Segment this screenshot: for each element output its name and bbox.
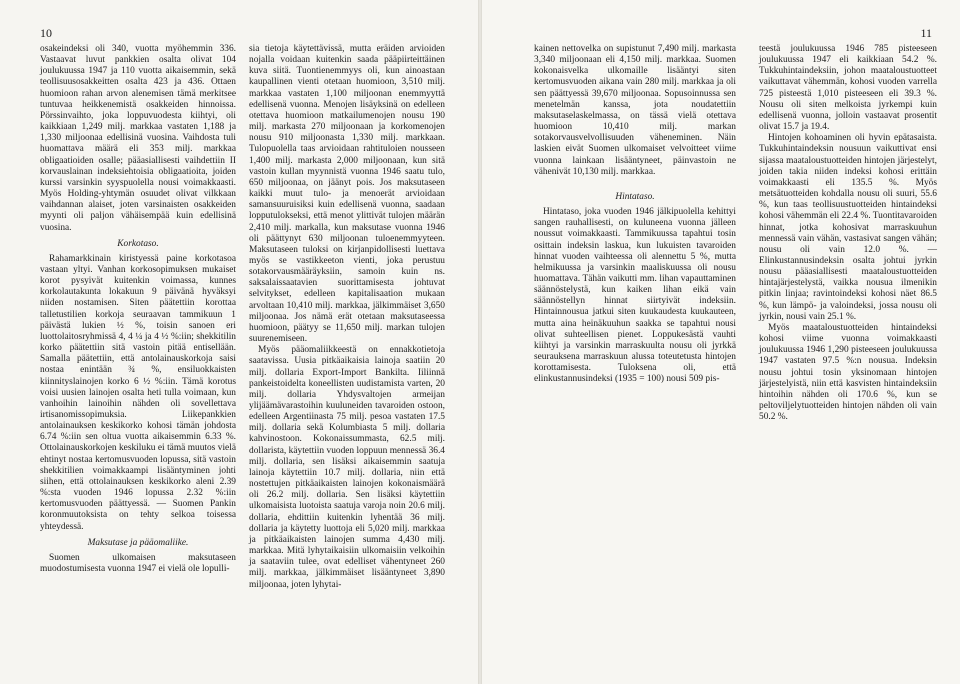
left-page (0, 0, 478, 684)
heading-korkotaso: Korkotaso. (117, 238, 159, 249)
column-1 (40, 44, 236, 575)
paragraph-stock-index: osakeindeksi oli 340, vuotta myöhemmin 336. Vastaavat luvut pankkien osalta olivat 104 joulukuussa 1947 ja 110 vuotta aikaisemmin, sekä teollisuusosakkeitten osalta 423 ja 436. Ottaen huomioon rahan arvon alenemisen tämä merkitsee tuntuvaa heikkenemistä osakkeiden hinnoissa. Pörssinvaihto, joka loppuvuodesta kiihtyi, oli kaikkiaan 1,249 milj. markkaa vastaten 1,188 ja 1,330 miljoonaa edellisinä vuosina. Vaihdosta tuli huomattava määrä eli 353 milj. markkaa obligaatioiden osalle; pääasiallisesti vaihdettiin II korvauslainan indeksiehtoisia obligaatioita, joiden kurssi varsinkin syyspuolella nousi voimakkaasti. Myös Holding-yhtymän osuudet olivat vilkkaan vaihdannan alaiset, joten varsinaisten osakkeiden myynti oli paljon vähäisempää kuin edellisinä vuosina. (40, 44, 236, 233)
paragraph-net-debt: kainen nettovelka on supistunut 7,490 milj. markasta 3,340 miljoonaan eli 4,150 milj. markkaa. Suomen kokonaisvelka ulkomaille lisääntyi siten kertomusvuoden aikana vain 280 milj. markkaa ja oli sen päättyessä 39,670 miljoonaa. Sopusoinnussa sen menetelmän kanssa, jota noudatettiin maksutaselaskelmassa, on tässä vielä otettava huomioon 10,410 milj. markan sotakorvausvelvollisuuden väheneminen. Näin laskien eivät Suomen ulkomaiset velvoitteet viime vuonna lainkaan lisääntyneet, päinvastoin ne vähenivät 10,130 milj. markkaa. (534, 44, 736, 177)
page-number-right: 11 (920, 26, 932, 40)
paragraph-balance-of-payments: sia tietoja käytettävissä, mutta eräiden arvioiden nojalla voidaan kuitenkin saada pääpiirteittäinen kuva siitä. Tuontienemmyys oli, kun ainoastaan kaupallinen vienti otetaan huomioon, 3,510 milj. markkaa vastaten 1,100 miljoonan enemmyyttä edellisenä vuonna. Menojen lisäyksinä on edelleen otettava huomioon matkailumenojen nousu 190 milj. markasta 270 miljoonaan ja korkomenojen nousu 910 miljoonasta 1,330 milj. markkaan. Tulopuolella taas arvioidaan rahtituloien nousseen 1,400 milj. markasta 2,000 miljoonaan, kun sitä vastoin kullan myynnistä vuonna 1946 saatu tulo, 650 miljoonaa, on jäänyt pois. Jos maksutaseen kaikki muut tulo- ja menoerät arvioidaan samansuuruisiksi kuin edellisenä vuonna, saadaan lopputulokseksi, että menot ylittivät tulojen määrän 2,410 milj. markalla, kun maksutase vuonna 1946 oli päättynyt 630 miljoonan tuloenemmyyteen. Maksutaseen tuloksi on kirjanpidollisesti luettava myös se vastikkeeton vienti, joka perustuu sotakorvausmääräyksiin, samoin kuin ns. saksalaissaatavien suorittamisesta johtuvat selvitykset, edelleen kapitalisaation mukaan arvoltaan 10,410 milj. markkaa, jälkimmäiset 3,650 miljoonaa. Jos nämä erät otetaan maksutaseessa huomioon, päätyy se 11,650 milj. markan tulojen suurenemiseen. (249, 44, 445, 345)
paragraph-uneven-prices: Hintojen kohoaminen oli hyvin epätasaista. Tukkuhintaindeksin nousuun vaikuttivat ensi sijassa maataloustuotteiden hintojen järjestelyt, joiden takia niiden indeksi kohosi erittäin voimakkaasti eli 135.5 %. Myös metsätuotteiden kohdalla nousu oli suuri, 55.6 %, kun taas teollisuustuotteiden hintaindeksi kohosi vähemmän eli 22.4 %. Tuontitavaroiden hinnat, jotka kohosivat marraskuuhun mennessä vain vähän, vastasivat sangen vähän; nousu oli vain 12.0 %. — Elinkustannusindeksin osalta johtui jyrkin nousu pääasiallisesti maataloustuotteiden hintajärjestelystä, vaikka nousua ilmenikin pitkin linjaa; ravintoindeksi kohosi näet 86.5 %, kun lämpö- ja valoindeksi, jossa nousu oli jyrkin, nousi vain 25.1 %. (759, 133, 937, 322)
right-page (482, 0, 960, 684)
paragraph-agricultural-index: Myös maataloustuotteiden hintaindeksi kohosi viime vuonna voimakkaasti joulukuussa 1946 1,290 pisteeseen joulukuussa 1947 vastaten 97.5 %:n nousua. Indeksin nousu johtui tosin yksinomaan hintojen järjestelyistä, niin että kasvisten hintaindeksiin hintoihin nähden oli 170.6 %, kun se peltoviljelytuotteiden hintojen nähden oli vain 50.2 %. (759, 322, 937, 423)
paragraph-price-level: Hintataso, joka vuoden 1946 jälkipuolella kehittyi sangen rauhallisesti, on kuluneena vuonna jälleen noussut voimakkaasti. Tammikuussa tapahtui tosin osittain indeksin laskua, kun lukuisten tavaroiden hinnat vuoden vaihteessa oli alennettu 5 %, mutta helmikuussa ja varsinkin maaliskuussa oli nousu huomattava. Tähän vaikutti mm. lihan vapauttaminen säännöstelystä, kun kaiken lihan eikä vain säännöstellyn hinnat siirtyivät indeksiin. Hintainnousua jatkui siten kuukaudesta kuukauteen, mutta aina heinäkuuhun saakka se tapahtui nousi olivat suhteellisen pienet. Loppukesästä vauhti kiihtyi ja varsinkin marraskuulta nousu oli jyrkkä seurauksena marraskuun alussa toteutetusta hintojen korottamisesta. Tuloksena oli, että elinkustannusindeksi (1935 = 100) nousi 509 pis- (534, 207, 736, 385)
paragraph-capital-movements: Myös pääomaliikkeestä on ennakkotietoja saatavissa. Uusia pitkäaikaisia lainoja saatiin 20 milj. dollaria Export-Import Bankilta. Iiliinnä pankeistoidelta koneellisten uudistamista varten, 20 milj. dollaria Yhdysvaltojen armeijan ylijäämävarastoihin kuuluneiden tavaroiden ostoon, edelleen Argentiinasta 75 milj. pesoa vastaten 17.5 milj. dollaria sekä Kolumbiasta 5 milj. dollaria kahvinostoon. Kokonaissummasta, 62.5 milj. dollarista, käytettiin vuoden loppuun mennessä 36.4 milj. dollaria, sen lisäksi aikaisemmin saatuja lainoja käytettiin 10.7 milj. dollaria, niin että nostettujen pitkäaikaisten lainojen kokonaismäärä oli 26.2 milj. dollaria. Sen lisäksi käytettiin ulkomaisista luotoista saatuja varoja noin 20.6 milj. dollaria, ehdittiin kuitenkin lyhentää 36 milj. dollaria ja käytetty luottoja eli 5,020 milj. markkaa ja pitkäaikaisten lainojen summa 4,430 milj. markkaa. Mitä lyhytaikaisiin ulkomaisiin velkoihin ja saataviin tulee, ovat edelliset vähentyneet 260 milj. markkaa, jälkimmäiset lisääntyneet 3,890 miljoonaa, joten lyhytai- (249, 345, 445, 590)
page-number-left: 10 (40, 26, 52, 40)
column-3 (534, 44, 736, 386)
paragraph-balance-intro: Suomen ulkomaisen maksutaseen muodostumisesta vuonna 1947 ei vielä ole lopulli- (40, 552, 236, 575)
column-4 (759, 44, 937, 423)
paragraph-index-points: teestä joulukuussa 1946 785 pisteeseen joulukuussa 1947 eli kaikkiaan 54.2 %. Tukkuhintaindeksiin, johon maataloustuotteet vaikuttavat vähemmän, kohosi vuoden varrella 725 pisteestä 1,010 pisteeseen eli 39.3 %. Nousu oli siten melkoista jyrkempi kuin edellisenä vuonna, jolloin vastaavat prosentit olivat 15.7 ja 19.4. (759, 44, 937, 133)
heading-hintataso: Hintataso. (615, 191, 655, 202)
column-2 (249, 44, 445, 591)
heading-maksutase: Maksutase ja pääomaliike. (87, 537, 189, 548)
paragraph-interest-rates: Rahamarkkinain kiristyessä paine korkotasoa vastaan yltyi. Vanhan korkosopimuksen mukaiset korot pysyivät kuitenkin voimassa, kunnes korkolautakunta lokakuun 9 päivänä hyväksyi niiden nostamisen. Siten päätettiin korottaa talletustilien korkoja seuraavan tammikuun 1 päivästä lukien ½ %, toisin sanoen eri luottolaitosryhmissä 4, 4 ¼ ja 4 ½ %:iin; shekkitilin korko päätettiin sitä vastoin pitää entisellään. Samalla päätettiin, että antolainauskorkoja saisi nostaa enintään ¾ %, ensiluokkaisten kiinnityslainojen korko 6 ½ %:iin. Tämä korotus voisi uusien lainojen osalta heti tulla voimaan, kun vanhoihin lainoihin nähden oli sovellettava irtisanomissopimuksia. Liikepankkien antolainauksen keskikorko kohosi tämän johdosta 6.74 %:iin sen oltua vuotta aikaisemmin 6.33 %. Ottolainauskorkojen keskiluku ei tämä muutos vielä ehtinyt nostaa kertomusvuoden lopussa, sitä vastoin shekkitilien voimakkaampi lisääntyminen johti siihen, että ottolainauksen keskikorko aleni 2.39 %:sta vuoden 1946 lopussa 2.32 %:iin kertomusvuoden päättyessä. — Suomen Pankin koronmuutoksista on tehty selkoa toisessa yhteydessä. (40, 253, 236, 532)
